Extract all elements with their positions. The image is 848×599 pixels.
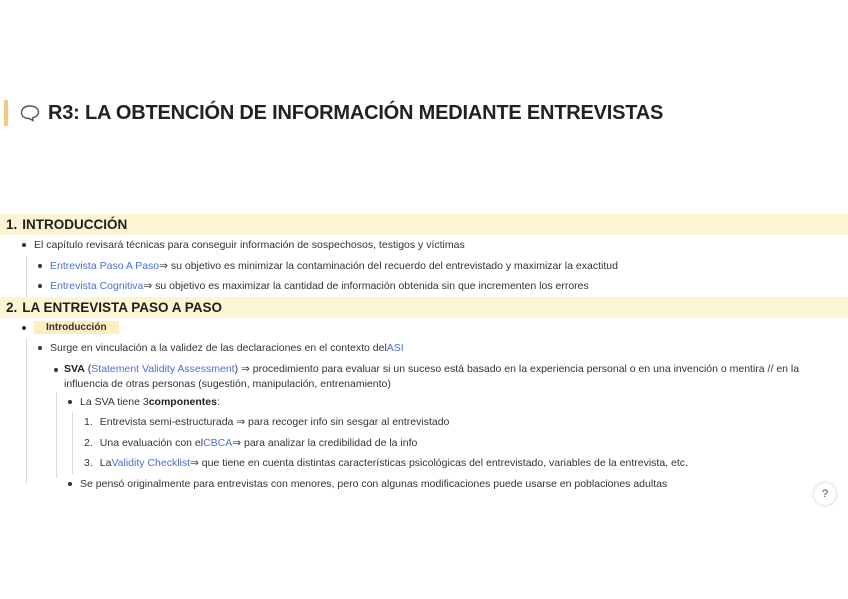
document-body (0, 214, 848, 494)
link-entrevista-cognitiva[interactable]: Entrevista Cognitiva (50, 280, 144, 293)
list-item-text: ⇒ su objetivo es minimizar la contaminación del recuerdo del entrevistado y maximizar la exactitud (159, 259, 618, 272)
list-item-text: La (99, 457, 112, 470)
list-item (0, 474, 848, 495)
link-validity-checklist[interactable]: Validity Checklist (111, 457, 191, 470)
item-number: 1. (84, 416, 93, 429)
link-asi[interactable]: ASI (386, 342, 404, 355)
numbered-item (0, 453, 848, 474)
list-item-text: Entrevista semi-estructurada ⇒ para recoger info sin sesgar al entrevistado (99, 416, 450, 429)
highlighted-subheading: Introducción (34, 321, 119, 334)
link-entrevista-paso-a-paso[interactable]: Entrevista Paso A Paso (50, 259, 160, 272)
list-item-text: La SVA tiene 3 (80, 395, 149, 408)
page-title: R3: LA OBTENCIÓN DE INFORMACIÓN MEDIANTE ENTREVISTAS (48, 101, 664, 124)
list-item (0, 235, 848, 256)
sva-label: SVA (64, 362, 85, 375)
section-heading-entrevista-paso-a-paso (0, 297, 848, 318)
question-icon: ? (821, 488, 829, 500)
section-heading-introduccion (0, 214, 848, 235)
bullet (38, 264, 42, 268)
bullet (38, 284, 42, 288)
section-number: 1. (6, 217, 18, 232)
bullet (22, 326, 26, 330)
list-item-text: Surge en vinculación a la validez de las declaraciones en el contexto del (50, 342, 387, 355)
list-item-text: : (216, 395, 220, 408)
section-heading-text: INTRODUCCIÓN (22, 217, 128, 232)
bullet (68, 482, 72, 486)
section-number: 2. (6, 299, 18, 315)
help-button[interactable] (814, 483, 836, 505)
list-item-text: ⇒ su objetivo es maximizar la cantidad de información obtenida sin que incrementen los errores (143, 280, 589, 293)
componentes-bold: componentes (148, 395, 217, 408)
list-item-text: ⇒ para analizar la credibilidad de la info (232, 436, 418, 449)
list-item (0, 256, 848, 277)
page-title-block (0, 98, 663, 128)
bullet (54, 368, 58, 372)
list-item-text: El capítulo revisará técnicas para conseguir información de sospechosos, testigos y víctimas (34, 239, 465, 252)
speech-bubble-icon (20, 102, 42, 124)
bullet (38, 346, 42, 350)
list-item-text: Una evaluación con el (99, 436, 204, 449)
bullet (22, 243, 26, 247)
link-statement-validity-assessment[interactable]: Statement Validity Assessment (91, 362, 235, 375)
list-item (0, 338, 848, 359)
list-item (0, 276, 848, 297)
bullet (68, 400, 72, 404)
list-item-text: ) ⇒ procedimiento para evaluar si un suceso está basado en la experiencia personal o en una invención o mentira // en la influencia de otras personas (sugestión, manipulación, entrenamiento) (64, 362, 800, 390)
link-cbca[interactable]: CBCA (203, 436, 233, 449)
list-item-text: Se pensó originalmente para entrevistas con menores, pero con algunas modificaciones puede usarse en poblaciones adultas (80, 477, 668, 490)
list-item-text: ⇒ que tiene en cuenta distintas características psicológicas del entrevistado, variables de la entrevista, etc. (190, 457, 688, 470)
section-heading-text: LA ENTREVISTA PASO A PASO (22, 299, 223, 315)
item-number: 3. (84, 457, 93, 470)
numbered-item (0, 412, 848, 433)
title-accent-bar (4, 100, 8, 126)
item-number: 2. (84, 436, 93, 449)
numbered-item (0, 433, 848, 454)
list-item (0, 318, 848, 339)
list-item-text: ( (84, 362, 92, 375)
list-item (0, 359, 830, 392)
list-item (0, 392, 848, 413)
